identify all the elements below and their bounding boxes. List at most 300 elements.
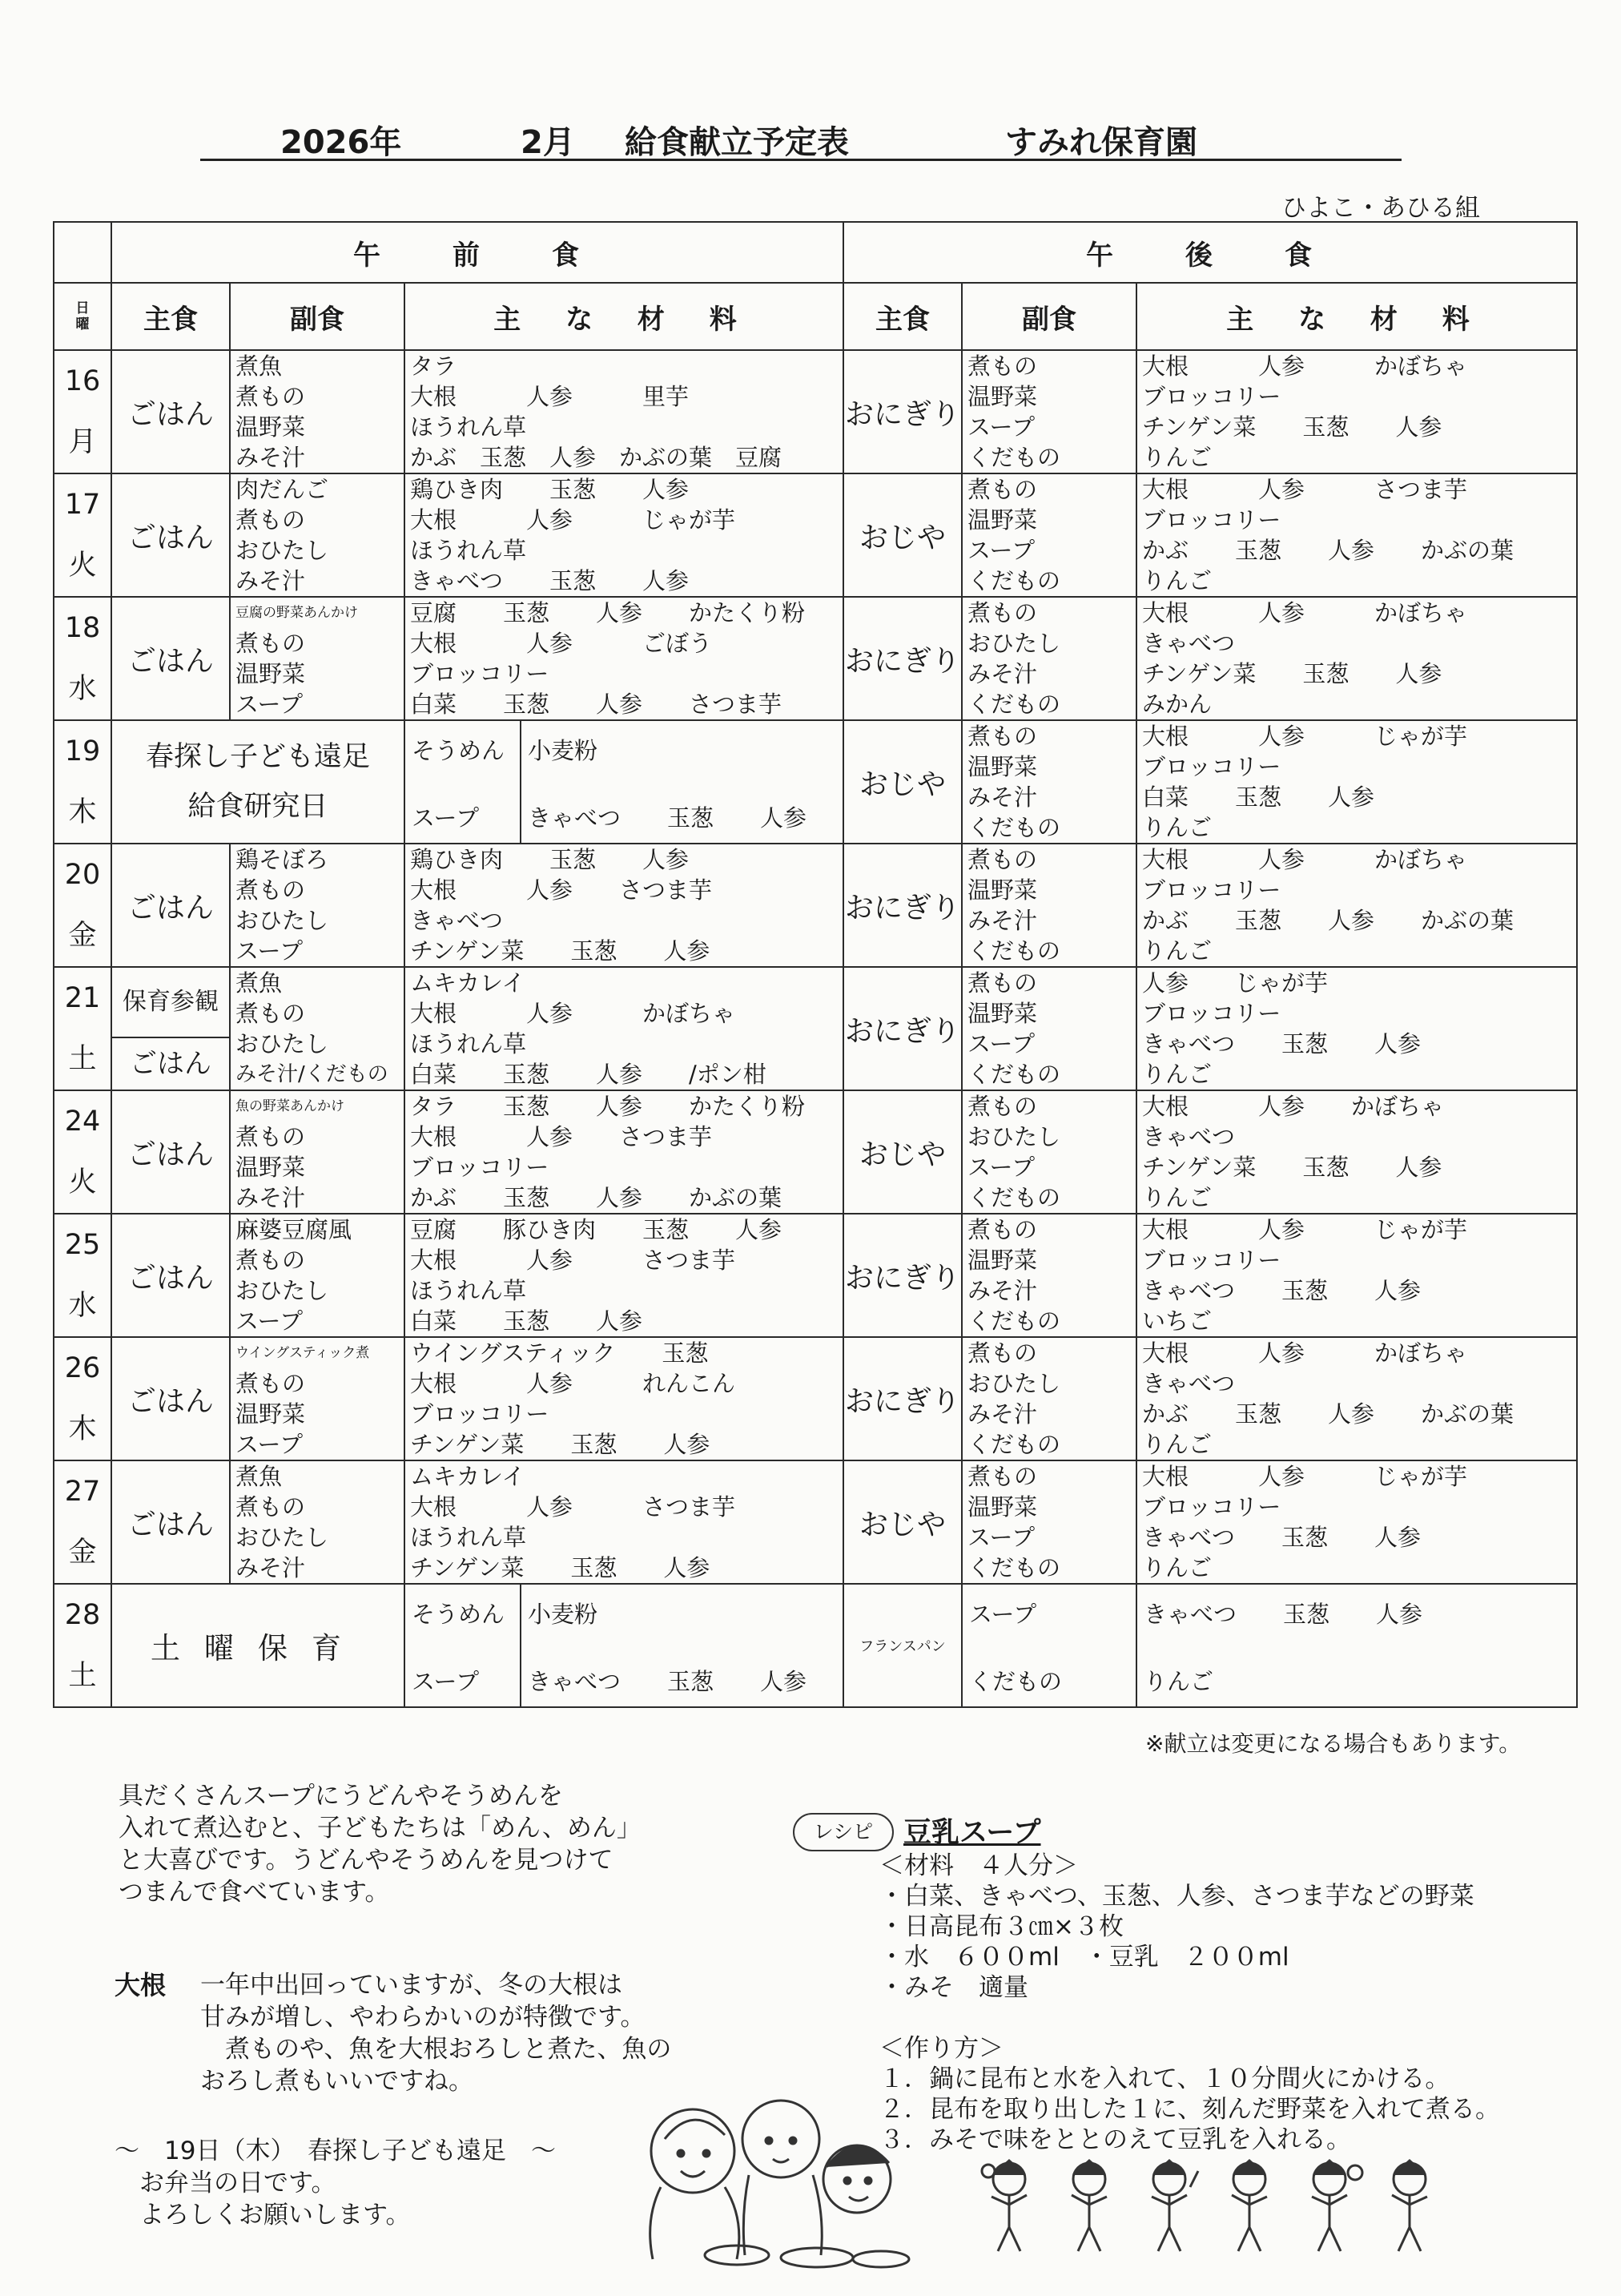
pm-side-dishes [962,350,1136,473]
pm-staple: おにぎり [843,350,962,473]
list-item: ブロッコリー [410,1400,549,1428]
am-staple: ごはん [111,1214,230,1337]
date-dow: 火 [68,550,97,582]
list-item: 大根 人参 さつま芋 [410,1493,736,1521]
table-row [54,1090,1577,1214]
list-item: きゃべつ [410,907,504,934]
list-item: 煮もの [967,352,1038,380]
list-item: 煮もの [235,1000,306,1027]
list-item: 煮もの [235,383,306,410]
list-item: きゃべつ 玉葱 人参 [410,567,690,594]
date-dow: 月 [68,426,97,458]
date-number: 18 [64,612,101,644]
pm-side-dishes [962,1460,1136,1584]
list-item: みそ汁 [967,1400,1038,1428]
list-item: 鶏そぼろ [235,846,329,873]
list-item: 豆腐 豚ひき肉 玉葱 人参 [410,1216,782,1243]
pm-side-dishes [962,1584,1136,1707]
list-item: みそ汁 [235,444,306,471]
list-item: 大根 人参 かぼちゃ [1142,599,1468,626]
list-item: 煮もの [235,1370,306,1397]
list-item: 温野菜 [235,413,306,441]
list-item: おひたし [235,1277,329,1304]
list-item: 大根 人参 かぼちゃ [1142,352,1468,380]
list-item: りんご [1142,1184,1213,1211]
list-item: チンゲン菜 玉葱 人参 [1142,413,1442,441]
am-ingredients [404,1214,843,1337]
am-ingredients [404,1584,843,1707]
list-item: おひたし [235,1030,329,1057]
am-side-dishes [230,844,404,967]
header-am: 午 前 食 [111,222,843,283]
date-dow: 水 [68,673,97,705]
am-ingredients [404,350,843,473]
list-item: りんご [1142,567,1213,594]
pm-ingredients [1136,1214,1577,1337]
list-item: ほうれん草 [410,1030,527,1057]
list-item: りんご [1142,1554,1213,1581]
event-title: 保育参観 [112,968,229,1038]
list-item: ほうれん草 [410,537,527,564]
list-item: 煮もの [967,969,1038,997]
page-title: 給食献立予定表 [625,124,849,161]
list-item: 温野菜 [967,1000,1038,1027]
list-item: きゃべつ 玉葱 人参 [1142,1030,1422,1057]
list-item: くだもの [969,1668,1063,1695]
pm-staple: おじや [843,720,962,844]
list-item: 大根 人参 れんこん [410,1370,736,1397]
list-item: おひたし [235,1524,329,1551]
list-item: きゃべつ [1142,630,1236,657]
list-item: 白菜 玉葱 人参 [1142,783,1375,811]
list-item: スープ [235,1307,304,1335]
list-item: 煮もの [967,1463,1038,1490]
am-staple: ごはん [111,1090,230,1214]
list-item: 煮もの [235,506,306,534]
pm-side-dishes [962,597,1136,720]
list-item: 温野菜 [967,753,1038,780]
list-item: りんご [1142,1431,1213,1458]
list-item: くだもの [967,444,1061,471]
pm-side-dishes [962,473,1136,597]
list-item: みそ汁 [967,1277,1038,1304]
pm-side-dishes [962,844,1136,967]
corner-cell [54,222,111,283]
list-item: 温野菜 [967,383,1038,410]
date-cell [54,1090,111,1214]
am-staple: ごはん [111,473,230,597]
list-item: 大根 人参 里芋 [410,383,690,410]
list-item: ブロッコリー [1142,876,1281,904]
date-number: 26 [64,1352,101,1384]
date-cell [54,967,111,1090]
pm-staple: おにぎり [843,1337,962,1460]
list-item: ブロッコリー [410,1154,549,1181]
am-side-dishes [230,1337,404,1460]
list-item: かぶ 玉葱 人参 かぶの葉 [410,1184,782,1211]
date-number: 20 [64,859,101,891]
list-item: ブロッコリー [410,660,549,687]
list-item: おひたし [967,1123,1061,1150]
am-side-dishes [230,1090,404,1214]
date-dow: 火 [68,1166,97,1198]
table-row [54,720,1577,844]
event-title: 春探し子ども遠足 [145,741,370,773]
list-item: おひたし [235,537,329,564]
list-item: 大根 人参 かぼちゃ [1142,1339,1468,1367]
table-row [54,1584,1577,1707]
list-item: チンゲン菜 玉葱 人参 [1142,1154,1442,1181]
list-item: チンゲン菜 玉葱 人参 [410,1431,710,1458]
list-item: 煮もの [967,1339,1038,1367]
pm-staple: おじや [843,1090,962,1214]
list-item: ブロッコリー [1142,506,1281,534]
header-pm-side: 副食 [962,283,1136,350]
list-item: みそ汁 [967,660,1038,687]
date-cell [54,1584,111,1707]
list-item: 小麦粉 [528,737,598,764]
date-dow: 木 [68,1413,97,1445]
list-item: スープ [967,1524,1036,1551]
list-item: チンゲン菜 玉葱 人参 [410,1554,710,1581]
am-staple: ごはん [111,1337,230,1460]
date-number: 27 [64,1476,101,1508]
class-label: ひよこ・あひる組 [1281,194,1480,223]
pm-staple: おにぎり [843,1214,962,1337]
pm-ingredients [1136,720,1577,844]
date-cell [54,350,111,473]
table-row [54,1214,1577,1337]
am-staple: ごはん [111,350,230,473]
date-cell [54,1460,111,1584]
list-item: 豆腐 玉葱 人参 かたくり粉 [410,599,806,626]
header-month: 2月 [521,124,575,161]
am-ingredients [404,1337,843,1460]
list-item: かぶ 玉葱 人参 かぶの葉 [1142,1400,1514,1428]
list-item: 煮もの [967,846,1038,873]
am-ingredients [404,473,843,597]
list-item: 大根 人参 かぼちゃ [1142,846,1468,873]
pm-staple: おにぎり [843,844,962,967]
list-item: 煮もの [235,630,306,657]
list-item: くだもの [967,1184,1061,1211]
intro-paragraph: 具だくさんスープにうどんやそうめんを 入れて煮込むと、子どもたちは「めん、めん」 と大喜びです。うどんやそうめんを見つけて つまんで食べています。 [119,1782,642,1907]
date-cell [54,720,111,844]
list-item: りんご [1142,444,1213,471]
list-item: 大根 人参 じゃが芋 [1142,723,1468,750]
list-item: 大根 人参 かぼちゃ [1142,1093,1445,1120]
list-item: 大根 人参 さつま芋 [410,1247,736,1274]
table-row [54,350,1577,473]
list-item: みかん [1142,691,1213,718]
header-am-side: 副食 [230,283,404,350]
date-dow: 木 [68,796,97,828]
list-item: 白菜 玉葱 人参 [410,1307,643,1335]
daikon-paragraph: 一年中出回っていますが、冬の大根は 甘みが増し、やわらかいのが特徴です。 煮ものや、魚を大根おろしと煮た、魚の おろし煮もいいですね。 [200,1971,672,2096]
recipe-tag: レシピ [793,1813,894,1851]
list-item: ブロッコリー [1142,383,1281,410]
am-side-dishes [230,1214,404,1337]
list-item: 煮もの [235,876,306,904]
date-number: 16 [64,365,101,397]
list-item: スープ [967,537,1036,564]
list-item: 大根 人参 じゃが芋 [1142,1463,1468,1490]
pm-ingredients [1136,1090,1577,1214]
list-item: おひたし [235,907,329,934]
am-staple: ごはん [111,844,230,967]
list-item: ブロッコリー [1142,1000,1281,1027]
list-item: りんご [1142,937,1213,965]
list-item: みそ汁 [235,567,306,594]
menu-table [53,221,1578,1708]
list-item: 煮もの [967,476,1038,503]
pm-side-dishes [962,1337,1136,1460]
list-item: みそ汁/くだもの [235,1062,388,1086]
am-ingredients [404,1460,843,1584]
am-side-dishes [230,350,404,473]
list-item: スープ [969,1601,1037,1628]
list-item: きゃべつ [1142,1370,1236,1397]
list-item: 人参 じゃが芋 [1142,969,1329,997]
list-item: きゃべつ 玉葱 人参 [1144,1601,1423,1628]
title-row [200,111,1402,161]
list-item: みそ汁 [235,1184,306,1211]
date-dow: 水 [68,1290,97,1322]
list-item: 大根 人参 かぼちゃ [410,1000,736,1027]
list-item: くだもの [967,1061,1061,1088]
pm-ingredients [1136,473,1577,597]
pm-ingredients [1136,350,1577,473]
list-item: おひたし [967,630,1061,657]
list-item: そうめん [412,737,505,764]
am-staple [111,967,230,1090]
am-ingredients [404,597,843,720]
list-item: きゃべつ [1142,1123,1236,1150]
pm-side-dishes [962,1214,1136,1337]
list-item: かぶ 玉葱 人参 かぶの葉 [1142,907,1514,934]
list-item: 煮もの [967,599,1038,626]
list-item: 小麦粉 [528,1601,598,1628]
list-item: 白菜 玉葱 人参 /ポン柑 [410,1061,766,1088]
list-item: おひたし [967,1370,1061,1397]
header-am-ingredients: 主 な 材 料 [404,283,843,350]
list-item: 煮もの [235,1123,306,1150]
list-item: きゃべつ 玉葱 人参 [1142,1524,1422,1551]
event-cell [111,720,404,844]
change-note: ※献立は変更になる場合もあります。 [1145,1730,1522,1757]
date-cell [54,844,111,967]
list-item: ウイングスティック 玉葱 [410,1339,709,1367]
date-number: 25 [64,1229,101,1261]
saturday-care-cell: 土曜保育 [111,1584,404,1707]
pm-side-dishes [962,1090,1136,1214]
list-item: くだもの [967,1307,1061,1335]
daikon-title: 大根 [115,1970,167,2000]
list-item: スープ [412,1668,480,1695]
table-row [54,1337,1577,1460]
list-item: 煮もの [967,1093,1038,1120]
header-dow-text: 日 曜 [75,300,90,332]
pm-ingredients [1136,597,1577,720]
list-item: スープ [412,804,480,832]
list-item: ウイングスティック煮 [235,1345,370,1361]
list-item: ブロッコリー [1142,1247,1281,1274]
list-item: かぶ 玉葱 人参 かぶの葉 [1142,537,1514,564]
pm-side-dishes [962,720,1136,844]
list-item: ブロッコリー [1142,753,1281,780]
date-number: 17 [64,489,101,521]
list-item: 大根 人参 さつま芋 [1142,476,1468,503]
list-item: 大根 人参 さつま芋 [410,876,713,904]
table-row [54,597,1577,720]
list-item: くだもの [967,1554,1061,1581]
list-item: 肉だんご [235,476,329,503]
list-item: 煮もの [235,1247,306,1274]
list-item: 麻婆豆腐風 [235,1216,352,1243]
list-item: 煮もの [967,1216,1038,1243]
pm-ingredients [1136,1460,1577,1584]
table-row [54,967,1577,1090]
table-row [54,844,1577,967]
list-item: タラ [410,352,457,380]
list-item: みそ汁 [235,1554,306,1581]
school-name: すみれ保育園 [1005,124,1197,161]
list-item: 温野菜 [967,1247,1038,1274]
pm-staple: おにぎり [843,597,962,720]
list-item: りんご [1142,1061,1213,1088]
list-item: ムキカレイ [410,1463,525,1490]
pm-staple: おにぎり [843,967,962,1090]
recipe-title: 豆乳スープ [903,1817,1041,1849]
list-item: くだもの [967,567,1061,594]
list-item: そうめん [412,1601,505,1628]
pm-staple: おじや [843,1460,962,1584]
am-staple: ごはん [111,1460,230,1584]
list-item: 鶏ひき肉 玉葱 人参 [410,476,690,503]
pm-staple: おじや [843,473,962,597]
am-side-dishes [230,1460,404,1584]
list-item: ほうれん草 [410,1524,527,1551]
am-ingredients [404,844,843,967]
list-item: 豆腐の野菜あんかけ [235,605,358,621]
list-item: 煮魚 [235,1463,283,1490]
list-item: ほうれん草 [410,1277,527,1304]
list-item: 煮もの [235,1493,306,1521]
list-item: スープ [967,1030,1036,1057]
date-dow: 土 [68,1660,97,1692]
list-item: 白菜 玉葱 人参 さつま芋 [410,691,782,718]
list-item: スープ [967,413,1036,441]
date-cell [54,473,111,597]
list-item: くだもの [967,691,1061,718]
list-item: くだもの [967,937,1061,965]
list-item: 魚の野菜あんかけ [235,1098,344,1114]
list-item: ムキカレイ [410,969,525,997]
date-dow: 金 [68,1537,97,1569]
list-item: みそ汁 [967,907,1038,934]
list-item: ほうれん草 [410,413,527,441]
list-item: きゃべつ 玉葱 人参 [528,1668,807,1695]
date-number: 21 [64,982,101,1014]
pm-side-dishes [962,967,1136,1090]
list-item: スープ [235,937,304,965]
staple-label: ごはん [130,1048,211,1080]
table-row [54,473,1577,597]
am-ingredients [404,967,843,1090]
list-item: 温野菜 [967,876,1038,904]
am-side-dishes [230,597,404,720]
header-am-staple: 主食 [111,283,230,350]
list-item: いちご [1142,1307,1213,1335]
date-cell [54,1214,111,1337]
excursion-notice: ～ 19日（木） 春探し子ども遠足 ～ お弁当の日です。 よろしくお願いします。 [115,2137,556,2230]
date-number: 28 [64,1599,101,1631]
event-subtitle: 給食研究日 [187,791,328,823]
list-item: 大根 人参 さつま芋 [410,1123,713,1150]
list-item: スープ [967,1154,1036,1181]
list-item: かぶ 玉葱 人参 かぶの葉 豆腐 [410,444,782,471]
am-side-dishes [230,473,404,597]
cooking-kids-illustration [969,2155,1466,2259]
list-item: くだもの [967,1431,1061,1458]
header-year: 2026年 [280,124,402,161]
list-item: スープ [235,1431,304,1458]
list-item: 温野菜 [235,1400,306,1428]
date-number: 19 [64,735,101,767]
list-item: 温野菜 [967,1493,1038,1521]
header-dow [54,283,111,350]
am-ingredients [404,720,843,844]
list-item: スープ [235,691,304,718]
pm-ingredients [1136,1584,1577,1707]
list-item: きゃべつ 玉葱 人参 [1142,1277,1422,1304]
list-item: 大根 人参 ごぼう [410,630,713,657]
list-item: みそ汁 [967,783,1038,811]
date-cell [54,597,111,720]
list-item: 煮魚 [235,969,283,997]
list-item: 温野菜 [235,660,306,687]
pm-ingredients [1136,967,1577,1090]
list-item: 大根 人参 じゃが芋 [1142,1216,1468,1243]
pm-ingredients [1136,1337,1577,1460]
header-pm-staple: 主食 [843,283,962,350]
list-item: 煮魚 [235,352,283,380]
am-ingredients [404,1090,843,1214]
list-item: チンゲン菜 玉葱 人参 [410,937,710,965]
list-item: 煮もの [967,723,1038,750]
recipe-body: ＜材料 ４人分＞ ・白菜、きゃべつ、玉葱、人参、さつま芋などの野菜 ・日高昆布３㎝×３枚 ・水 ６００ml ・豆乳 ２００ml ・みそ 適量 ＜作り方＞ １．鍋に昆布と水を入れて、１０分間火にかける。 ２．昆布を取り出した１に、刻んだ野菜を入れて煮る。 ３．みそで味をととのえて豆乳を入れる。 [879,1851,1500,2154]
list-item: チンゲン菜 玉葱 人参 [1142,660,1442,687]
list-item: きゃべつ 玉葱 人参 [528,804,807,832]
list-item: くだもの [967,814,1061,841]
list-item: 温野菜 [967,506,1038,534]
list-item: ブロッコリー [1142,1493,1281,1521]
date-dow: 金 [68,920,97,952]
list-item: りんご [1142,814,1213,841]
am-side-dishes [230,967,404,1090]
list-item: 大根 人参 じゃが芋 [410,506,736,534]
date-dow: 土 [68,1043,97,1075]
header-pm: 午 後 食 [843,222,1577,283]
children-eating-illustration [617,2083,953,2275]
list-item: 鶏ひき肉 玉葱 人参 [410,846,690,873]
table-row [54,1460,1577,1584]
header-pm-ingredients: 主 な 材 料 [1136,283,1577,350]
list-item: りんご [1144,1668,1214,1695]
list-item: タラ 玉葱 人参 かたくり粉 [410,1093,806,1120]
pm-ingredients [1136,844,1577,967]
list-item: 温野菜 [235,1154,306,1181]
